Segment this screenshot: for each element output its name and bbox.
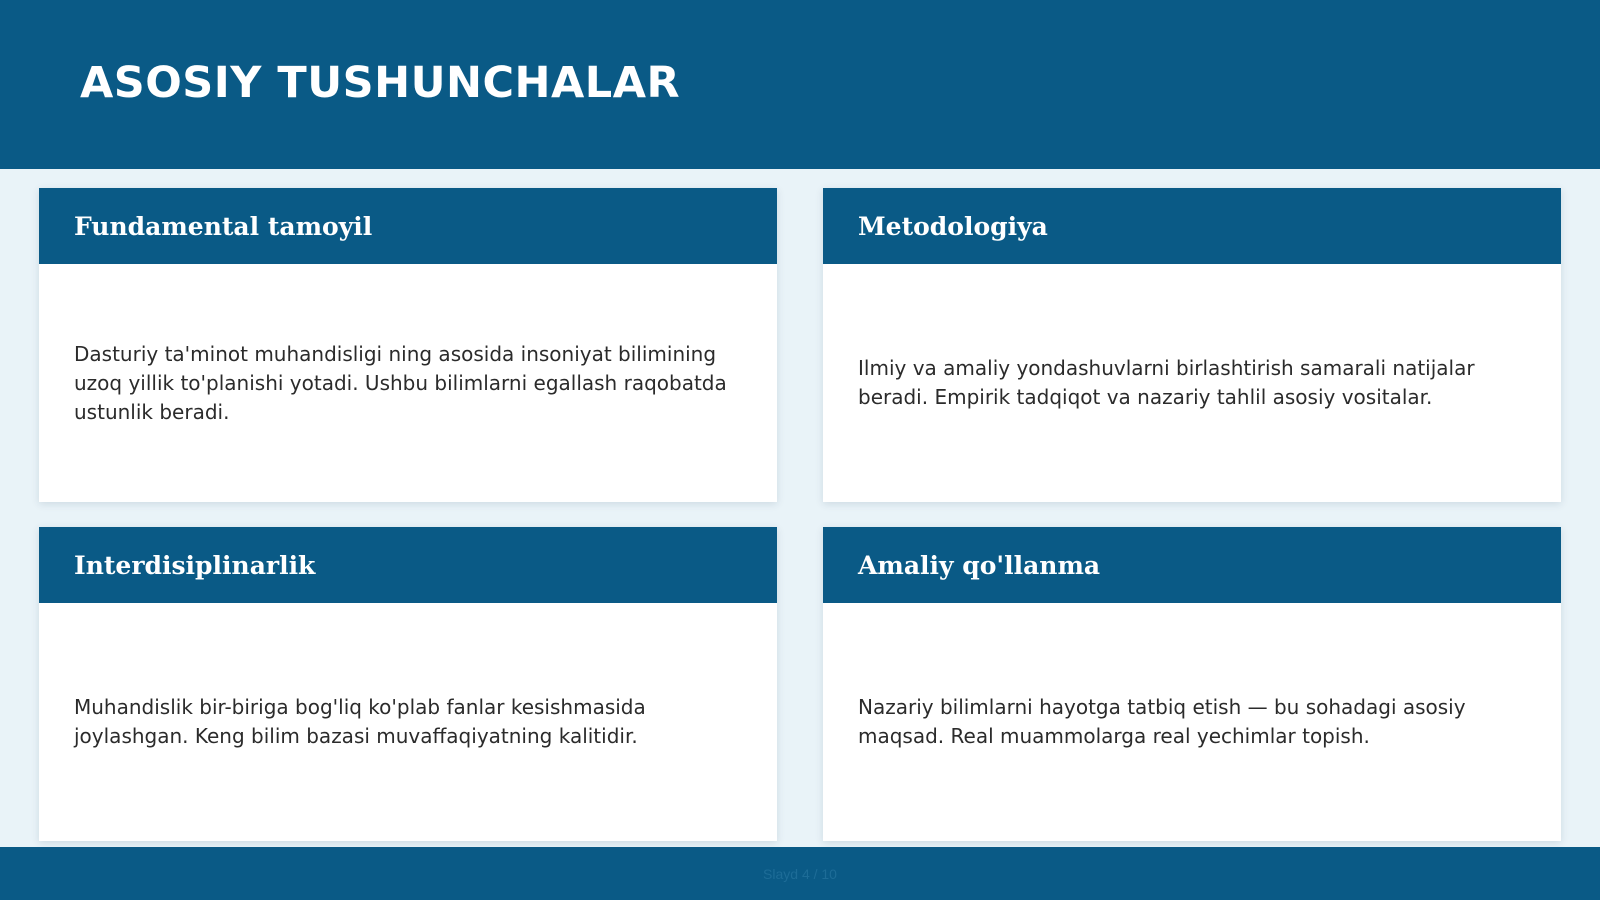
card-header [39, 188, 777, 264]
card-text: Ilmiy va amaliy yondashuvlarni birlashtirish samarali natijalar beradi. Empirik tadqiqot va nazariy tahlil asosiy vositalar. [858, 356, 1475, 409]
card-methodology [823, 188, 1561, 502]
card-practical-application [823, 527, 1561, 841]
card-text: Muhandislik bir-biriga bog'liq ko'plab fanlar kesishmasida joylashgan. Keng bilim bazasi muvaffaqiyatning kalitidir. [74, 695, 646, 748]
card-text: Dasturiy ta'minot muhandisligi ning asosida insoniyat bilimining uzoq yillik to'planishi yotadi. Ushbu bilimlarni egallash raqobatda ustunlik beradi. [74, 341, 727, 424]
slide-header [0, 0, 1600, 169]
card-body [39, 603, 777, 841]
card-title: Metodologiya [858, 211, 1048, 241]
card-title: Interdisiplinarlik [74, 550, 316, 580]
card-body [823, 264, 1561, 502]
card-header [823, 527, 1561, 603]
card-title: Amaliy qo'llanma [858, 550, 1101, 580]
slide-footer [0, 847, 1600, 900]
slide-number: Slayd 4 / 10 [763, 865, 837, 882]
card-title: Fundamental tamoyil [74, 211, 373, 241]
card-header [823, 188, 1561, 264]
card-body [39, 264, 777, 502]
card-header [39, 527, 777, 603]
card-text: Nazariy bilimlarni hayotga tatbiq etish — bu sohadagi asosiy maqsad. Real muammolarga real yechimlar topish. [858, 695, 1466, 748]
slide-title: ASOSIY TUSHUNCHALAR [80, 58, 681, 108]
card-fundamental-principle [39, 188, 777, 502]
card-interdisciplinarity [39, 527, 777, 841]
card-body [823, 603, 1561, 841]
